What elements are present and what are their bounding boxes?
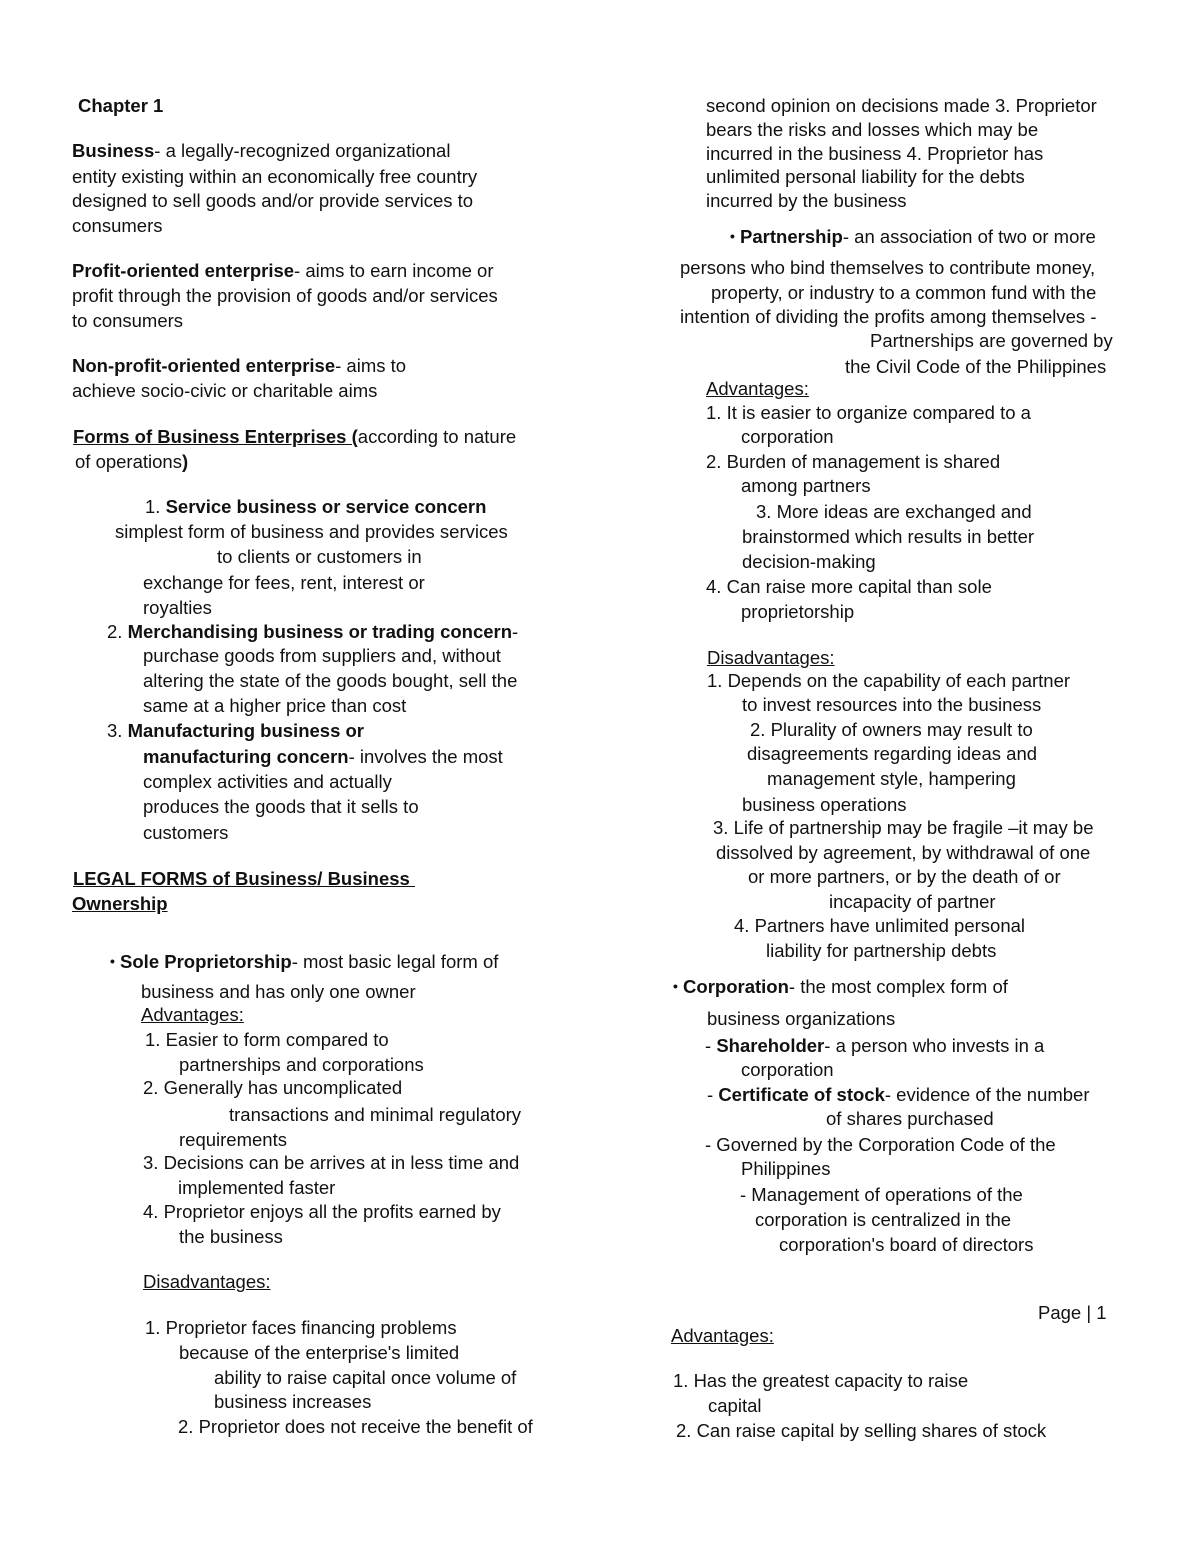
merchandising-business-line: purchase goods from suppliers and, without xyxy=(143,645,501,666)
partnership-definition-line: persons who bind themselves to contribute money, xyxy=(680,257,1096,278)
partnership-advantage-item: decision-making xyxy=(742,551,876,572)
nonprofit-definition: Non-profit-oriented enterprise- aims to xyxy=(72,355,407,376)
manufacturing-business-line: produces the goods that it sells to xyxy=(143,796,419,817)
partnership-definition-line: intention of dividing the profits among themselves - xyxy=(680,306,1097,327)
merchandising-business-line: same at a higher price than cost xyxy=(143,695,407,716)
certificate-of-stock-definition: - Certificate of stock- evidence of the number xyxy=(707,1084,1090,1105)
sole-advantage-item: requirements xyxy=(179,1129,287,1150)
partnership-advantage-item: 4. Can raise more capital than sole xyxy=(706,576,992,597)
sole-disadvantage-item: because of the enterprise's limited xyxy=(179,1342,460,1363)
partnership-advantage-item: 3. More ideas are exchanged and xyxy=(756,501,1032,522)
corporation-management-line: - Management of operations of the xyxy=(740,1184,1023,1205)
business-term: Business xyxy=(72,140,155,161)
sole-continued-line: unlimited personal liability for the debts xyxy=(706,166,1025,187)
sole-disadvantage-item: business increases xyxy=(214,1391,372,1412)
nonprofit-term: Non-profit-oriented enterprise xyxy=(72,355,336,376)
legal-forms-heading-line: Ownership xyxy=(72,893,168,914)
profit-definition-line: profit through the provision of goods and/or services xyxy=(72,285,498,306)
partnership-advantage-item: corporation xyxy=(741,426,834,447)
sole-advantage-item: partnerships and corporations xyxy=(179,1054,424,1075)
manufacturing-business-line: customers xyxy=(143,822,229,843)
business-definition: Business- a legally-recognized organizational xyxy=(72,140,451,161)
sole-advantage-item: implemented faster xyxy=(178,1177,336,1198)
forms-heading: Forms of Business Enterprises (according to nature xyxy=(73,426,517,447)
partnership-disadvantage-item: 2. Plurality of owners may result to xyxy=(750,719,1033,740)
merchandising-business-title: 2. Merchandising business or trading concern- xyxy=(107,621,519,642)
forms-heading-line: of operations) xyxy=(75,451,189,472)
business-definition-line: designed to sell goods and/or provide services to xyxy=(72,190,474,211)
partnership-definition-line: the Civil Code of the Philippines xyxy=(845,356,1107,377)
sole-advantage-item: transactions and minimal regulatory xyxy=(229,1104,522,1125)
service-business-line: exchange for fees, rent, interest or xyxy=(143,572,425,593)
bullet-icon: • xyxy=(673,978,678,994)
partnership-advantages-heading: Advantages: xyxy=(706,378,809,399)
partnership-advantage-item: 2. Burden of management is shared xyxy=(706,451,1001,472)
sole-disadvantage-item: 1. Proprietor faces financing problems xyxy=(145,1317,457,1338)
manufacturing-business-line: manufacturing concern- involves the most xyxy=(143,746,503,767)
partnership-disadvantage-item: to invest resources into the business xyxy=(742,694,1042,715)
partnership-disadvantage-item: dissolved by agreement, by withdrawal of one xyxy=(716,842,1091,863)
corporation-code-line: - Governed by the Corporation Code of the xyxy=(705,1134,1056,1155)
sole-disadvantages-heading: Disadvantages: xyxy=(143,1271,271,1292)
service-business-line: royalties xyxy=(143,597,212,618)
partnership-definition: • Partnership- an association of two or more xyxy=(730,226,1096,247)
sole-proprietorship-line: business and has only one owner xyxy=(141,981,416,1002)
partnership-disadvantage-item: incapacity of partner xyxy=(829,891,996,912)
service-business-line: simplest form of business and provides services xyxy=(115,521,508,542)
sole-continued-line: incurred by the business xyxy=(706,190,907,211)
manufacturing-business-line: complex activities and actually xyxy=(143,771,392,792)
corporation-code-line: Philippines xyxy=(741,1158,831,1179)
service-business-line: to clients or customers in xyxy=(217,546,422,567)
sole-advantage-item: 1. Easier to form compared to xyxy=(145,1029,389,1050)
bullet-icon: • xyxy=(730,228,735,244)
corporation-definition: • Corporation- the most complex form of xyxy=(673,976,1008,997)
nonprofit-definition-line: achieve socio-civic or charitable aims xyxy=(72,380,378,401)
manufacturing-business-title: 3. Manufacturing business or xyxy=(107,720,364,741)
partnership-definition-line: Partnerships are governed by xyxy=(870,330,1113,351)
partnership-advantage-item: brainstormed which results in better xyxy=(742,526,1035,547)
partnership-disadvantage-item: 4. Partners have unlimited personal xyxy=(734,915,1026,936)
corporation-advantage-item: capital xyxy=(708,1395,762,1416)
corporation-advantages-heading: Advantages: xyxy=(671,1325,774,1346)
corporation-definition-line: business organizations xyxy=(707,1008,896,1029)
business-definition-line: entity existing within an economically free country xyxy=(72,166,478,187)
sole-disadvantage-item: 2. Proprietor does not receive the benefit of xyxy=(178,1416,533,1437)
partnership-disadvantage-item: management style, hampering xyxy=(767,768,1016,789)
sole-advantage-item: 3. Decisions can be arrives at in less time and xyxy=(143,1152,520,1173)
sole-continued-line: incurred in the business 4. Proprietor has xyxy=(706,143,1044,164)
sole-advantages-heading: Advantages: xyxy=(141,1004,244,1025)
corporation-management-line: corporation is centralized in the xyxy=(755,1209,1012,1230)
partnership-disadvantage-item: business operations xyxy=(742,794,907,815)
shareholder-definition-line: corporation xyxy=(741,1059,834,1080)
partnership-disadvantage-item: or more partners, or by the death of or xyxy=(748,866,1061,887)
profit-oriented-definition: Profit-oriented enterprise- aims to earn income or xyxy=(72,260,494,281)
sole-disadvantage-item: ability to raise capital once volume of xyxy=(214,1367,517,1388)
partnership-advantage-item: 1. It is easier to organize compared to a xyxy=(706,402,1031,423)
legal-forms-heading: LEGAL FORMS of Business/ Business xyxy=(73,868,415,889)
corporation-advantage-item: 2. Can raise capital by selling shares of stock xyxy=(676,1420,1047,1441)
certificate-definition-line: of shares purchased xyxy=(826,1108,994,1129)
profit-definition-line: to consumers xyxy=(72,310,184,331)
corporation-advantage-item: 1. Has the greatest capacity to raise xyxy=(673,1370,969,1391)
business-definition-line: consumers xyxy=(72,215,163,236)
profit-oriented-term: Profit-oriented enterprise xyxy=(72,260,295,281)
page-number: Page | 1 xyxy=(1038,1302,1107,1323)
partnership-disadvantage-item: disagreements regarding ideas and xyxy=(747,743,1038,764)
partnership-definition-line: property, or industry to a common fund with the xyxy=(711,282,1097,303)
sole-advantage-item: 2. Generally has uncomplicated xyxy=(143,1077,403,1098)
merchandising-business-line: altering the state of the goods bought, sell the xyxy=(143,670,518,691)
sole-proprietorship-definition: • Sole Proprietorship- most basic legal form of xyxy=(110,951,499,972)
partnership-disadvantage-item: liability for partnership debts xyxy=(766,940,997,961)
partnership-disadvantage-item: 3. Life of partnership may be fragile –it may be xyxy=(713,817,1094,838)
chapter-title: Chapter 1 xyxy=(78,95,164,116)
partnership-advantage-item: among partners xyxy=(741,475,871,496)
bullet-icon: • xyxy=(110,953,115,969)
sole-continued-line: second opinion on decisions made 3. Proprietor xyxy=(706,95,1097,116)
sole-advantage-item: 4. Proprietor enjoys all the profits earned by xyxy=(143,1201,501,1222)
corporation-management-line: corporation's board of directors xyxy=(779,1234,1034,1255)
sole-advantage-item: the business xyxy=(179,1226,283,1247)
partnership-disadvantages-heading: Disadvantages: xyxy=(707,647,835,668)
service-business-title: 1. Service business or service concern xyxy=(145,496,487,517)
shareholder-definition: - Shareholder- a person who invests in a xyxy=(705,1035,1045,1056)
partnership-advantage-item: proprietorship xyxy=(741,601,855,622)
sole-continued-line: bears the risks and losses which may be xyxy=(706,119,1039,140)
partnership-disadvantage-item: 1. Depends on the capability of each partner xyxy=(707,670,1071,691)
